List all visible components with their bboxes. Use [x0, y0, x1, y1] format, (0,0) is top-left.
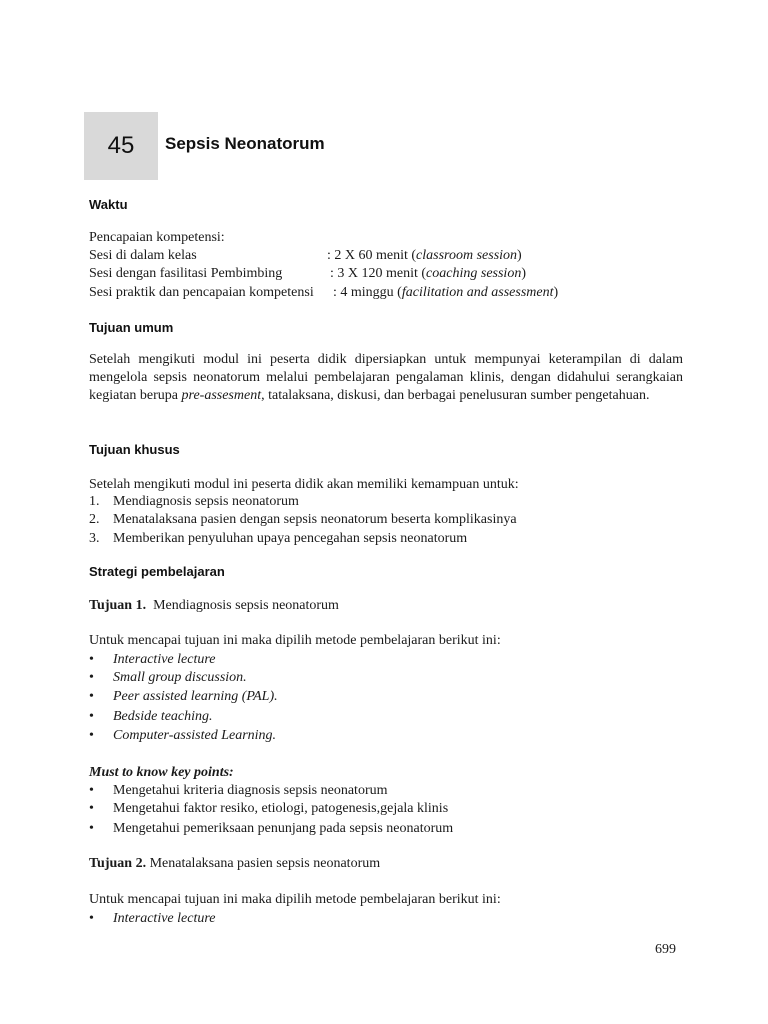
tujuan-2: Tujuan 2. Menatalaksana pasien sepsis neonatorum: [89, 856, 381, 871]
waktu-heading: Waktu: [89, 197, 128, 212]
method-intro: Untuk mencapai tujuan ini maka dipilih metode pembelajaran berikut ini:: [89, 633, 501, 648]
list-item: Interactive lecture: [113, 911, 216, 926]
list-item: Memberikan penyuluhan upaya pencegahan sepsis neonatorum: [113, 531, 468, 546]
list-item: Mengetahui pemeriksaan penunjang pada sepsis neonatorum: [113, 821, 454, 836]
chapter-number-box: [84, 112, 158, 180]
bullet: •: [89, 801, 94, 816]
list-item: Mendiagnosis sepsis neonatorum: [113, 494, 299, 509]
strategi-heading: Strategi pembelajaran: [89, 564, 225, 579]
tujuan-umum-paragraph: Setelah mengikuti modul ini peserta didik dipersiapkan untuk mempunyai keterampilan di dalam mengelola sepsis neonatorum melalui pembelajaran pengalaman klinis, dengan didahului serangkaian kegiatan berupa pre-assesment, tatalaksana, diskusi, dan berbagai penelusuran sumber pengetahuan.: [89, 352, 683, 403]
method-intro: Untuk mencapai tujuan ini maka dipilih metode pembelajaran berikut ini:: [89, 892, 501, 907]
list-item-number: 1.: [89, 494, 100, 509]
list-item: Bedside teaching.: [113, 709, 213, 724]
waktu-row-label: Sesi dengan fasilitasi Pembimbing: [89, 266, 283, 281]
bullet: •: [89, 728, 94, 743]
waktu-row-value: : 4 minggu (facilitation and assessment): [333, 285, 559, 300]
waktu-row-label: Sesi praktik dan pencapaian kompetensi: [89, 285, 314, 300]
tujuan-umum-heading: Tujuan umum: [89, 320, 174, 335]
bullet: •: [89, 911, 94, 926]
bullet: •: [89, 689, 94, 704]
chapter-title: Sepsis Neonatorum: [165, 134, 325, 153]
bullet: •: [89, 670, 94, 685]
key-points-heading: Must to know key points:: [89, 765, 234, 780]
list-item: Computer-assisted Learning.: [113, 728, 277, 743]
list-item: Small group discussion.: [113, 670, 247, 685]
list-item: Menatalaksana pasien dengan sepsis neonatorum beserta komplikasinya: [113, 512, 517, 527]
waktu-row-label: Sesi di dalam kelas: [89, 248, 197, 263]
list-item-number: 2.: [89, 512, 100, 527]
bullet: •: [89, 783, 94, 798]
chapter-number: 45: [107, 132, 135, 159]
bullet: •: [89, 709, 94, 724]
tujuan-1: Tujuan 1. Mendiagnosis sepsis neonatorum: [89, 598, 339, 613]
tujuan-khusus-intro: Setelah mengikuti modul ini peserta didik akan memiliki kemampuan untuk:: [89, 477, 519, 492]
list-item: Peer assisted learning (PAL).: [113, 689, 278, 704]
bullet: •: [89, 652, 94, 667]
list-item: Mengetahui kriteria diagnosis sepsis neonatorum: [113, 783, 388, 798]
list-item: Mengetahui faktor resiko, etiologi, patogenesis,gejala klinis: [113, 801, 449, 816]
list-item-number: 3.: [89, 531, 100, 546]
list-item: Interactive lecture: [113, 652, 216, 667]
tujuan-khusus-heading: Tujuan khusus: [89, 442, 180, 457]
waktu-row-value: : 2 X 60 menit (classroom session): [327, 248, 522, 263]
bullet: •: [89, 821, 94, 836]
waktu-intro: Pencapaian kompetensi:: [89, 230, 225, 245]
waktu-row-value: : 3 X 120 menit (coaching session): [330, 266, 526, 281]
page-number: 699: [655, 942, 676, 957]
